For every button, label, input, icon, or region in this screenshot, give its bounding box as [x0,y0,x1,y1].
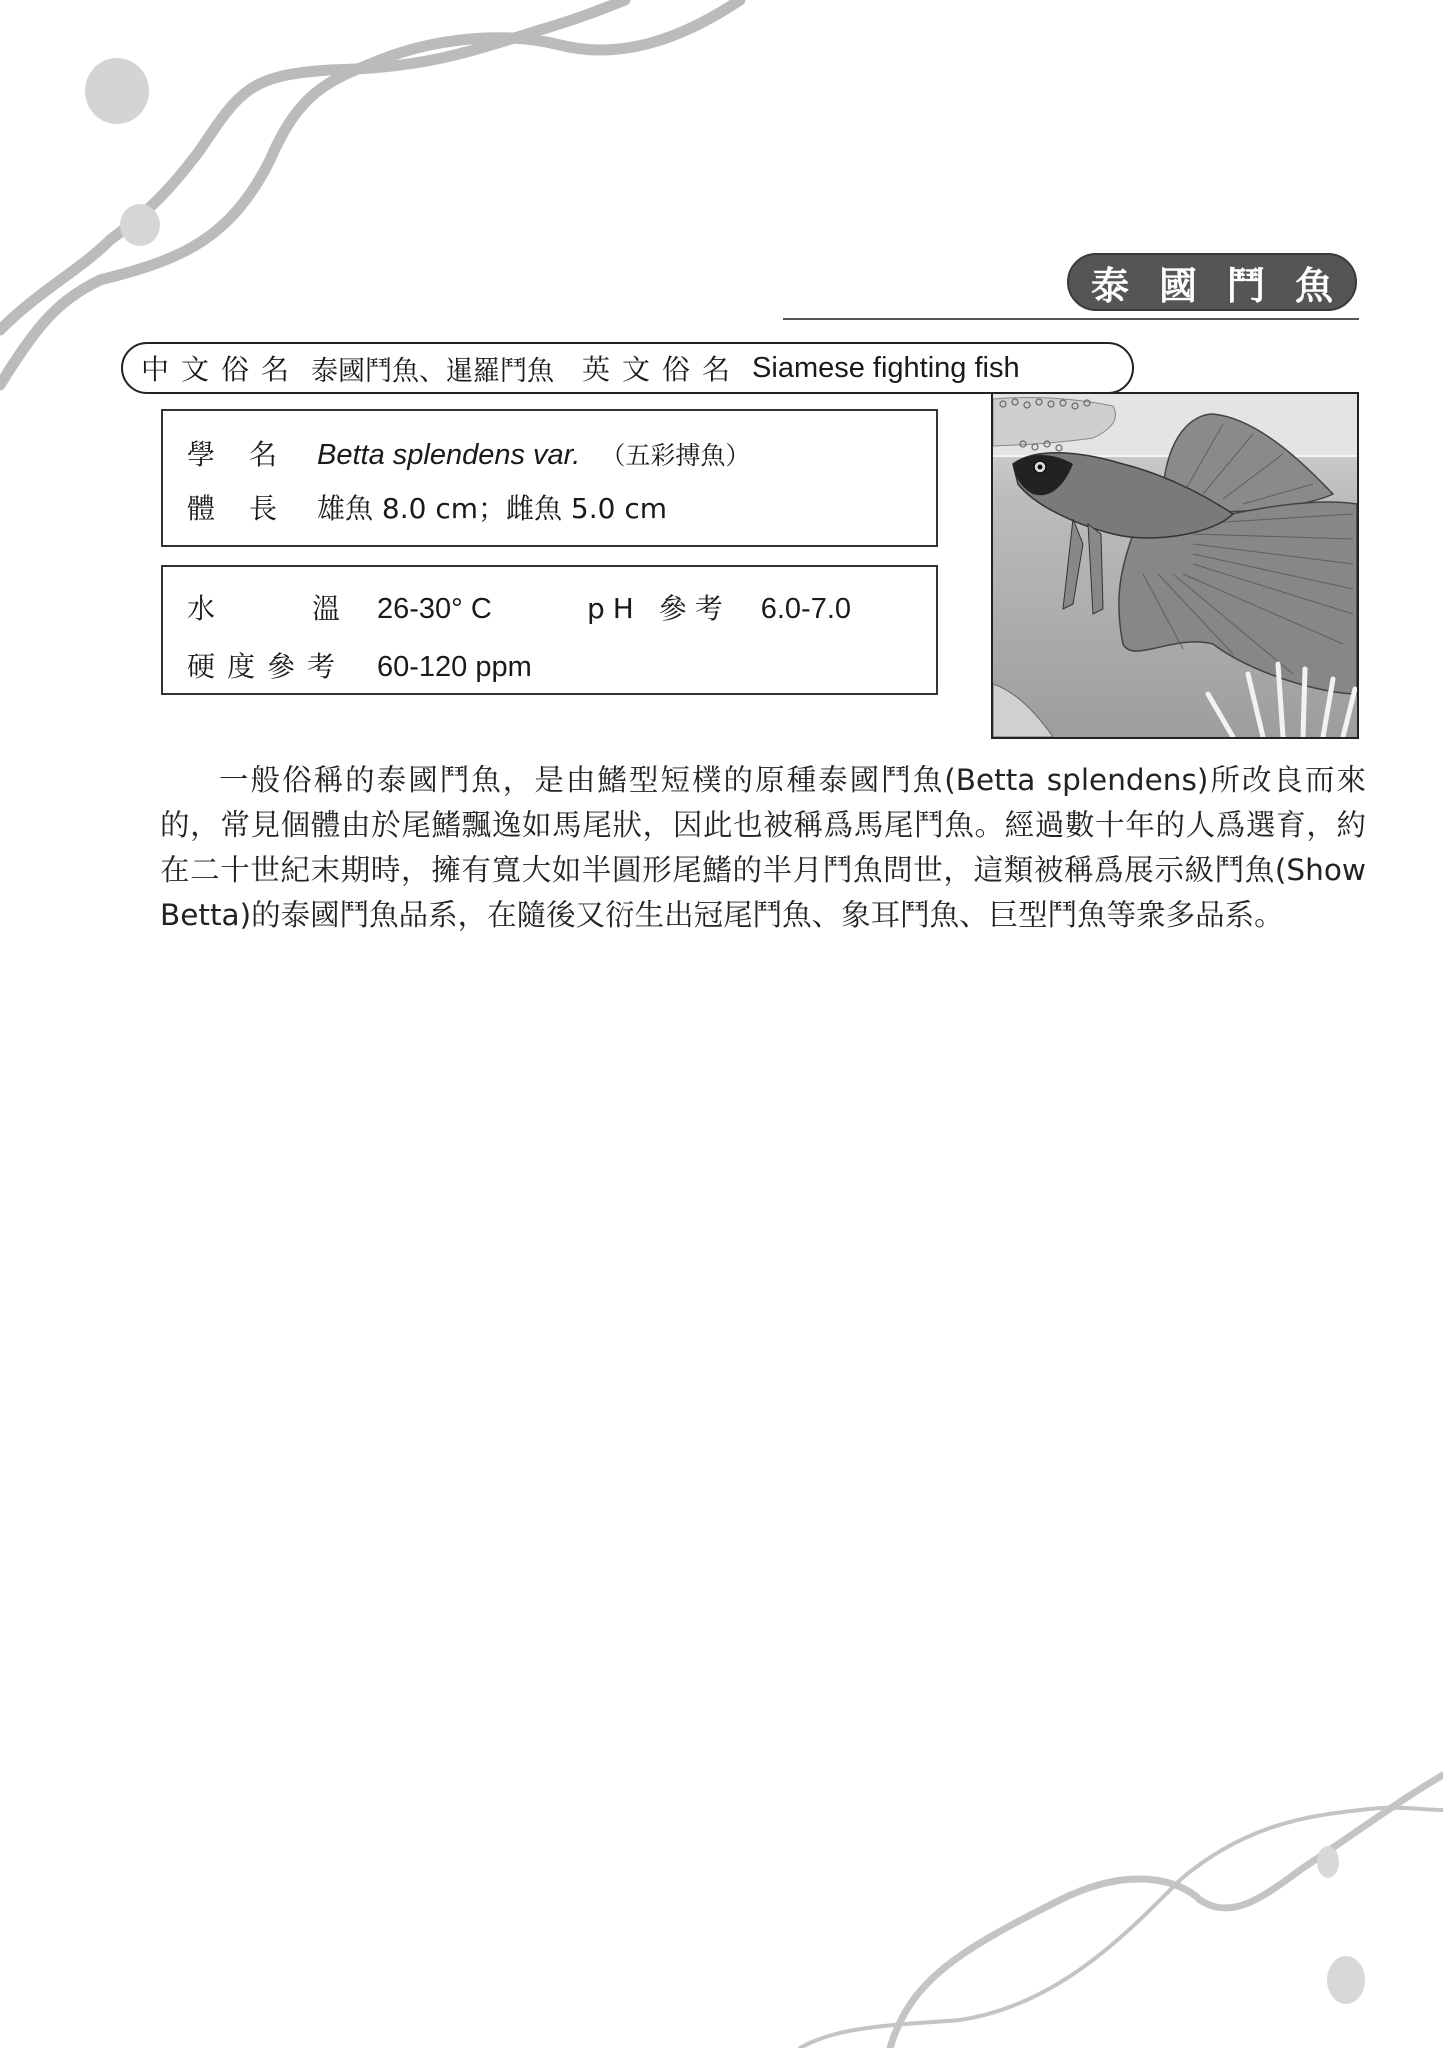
body-length-value: 雄魚 8.0 cm；雌魚 5.0 cm [317,492,668,525]
taxonomy-box [161,409,938,547]
chinese-name-label: 中文俗名 [141,353,302,386]
scientific-name-row [187,433,750,473]
decorative-dot [120,204,160,246]
water-parameters-box [161,565,938,695]
hardness-value: 60-120 ppm [377,651,532,683]
water-temp-label [187,587,377,627]
hardness-row [187,645,532,685]
page-title-badge [1067,253,1363,311]
decorative-dot [1317,1846,1339,1878]
scientific-name-note: （五彩搏魚） [600,441,751,470]
common-names-bar [121,342,1134,394]
chinese-name-value: 泰國鬥魚、暹羅鬥魚 [311,355,555,387]
decorative-dot [1327,1956,1365,2004]
ph-label: pH 參考 [587,592,731,625]
ph-row [587,587,851,627]
water-temp-label-part2: 溫 [312,592,341,625]
water-temp-row [187,587,492,627]
body-length-label: 體長 [187,492,312,525]
betta-fish-illustration [991,392,1359,739]
english-name-value: Siamese fighting fish [752,351,1020,384]
scientific-name-value: Betta splendens var. [317,439,581,471]
water-temp-label-part1: 水 [187,592,216,625]
title-underline [783,318,1359,320]
fish-icon [993,394,1357,737]
water-temp-value: 26-30° C [377,593,492,625]
body-length-row [187,487,667,527]
decorative-dot [85,58,149,124]
ph-value: 6.0-7.0 [760,593,852,625]
english-name-label: 英文俗名 [582,353,743,386]
description-paragraph: 一般俗稱的泰國鬥魚，是由鰭型短樸的原種泰國鬥魚(Betta splendens)所改良而來的，常見個體由於尾鰭飄逸如馬尾狀，因此也被稱爲馬尾鬥魚。經過數十年的人爲選育，約在二十世紀末期時，擁有寬大如半圓形尾鰭的半月鬥魚問世，這類被稱爲展示級鬥魚(Show Betta)的泰國鬥魚品系，在隨後又衍生出冠尾鬥魚、象耳鬥魚、巨型鬥魚等衆多品系。 [160,763,1366,932]
scientific-name-label: 學名 [187,438,312,471]
hardness-label: 硬度參考 [187,650,348,683]
page-title: 泰國鬥魚 [1090,262,1363,308]
